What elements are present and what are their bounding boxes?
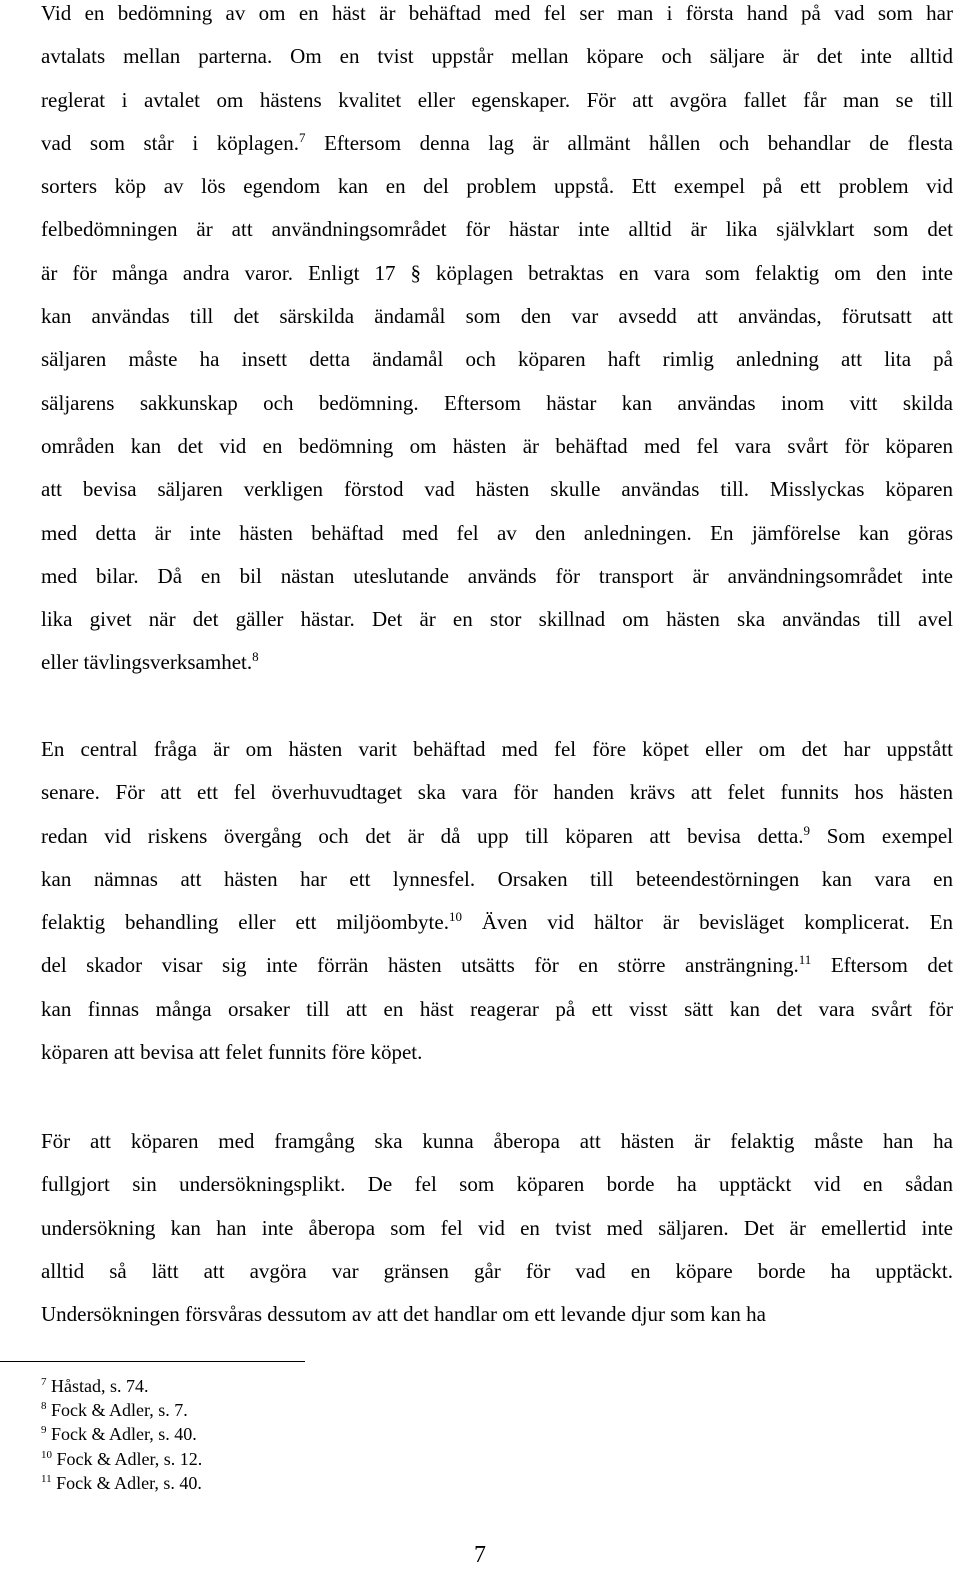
footnote-item <box>41 1374 202 1398</box>
text-line <box>41 1250 953 1293</box>
text-segment: En central fråga är om hästen varit behäftad med fel före köpet eller om det har uppstått <box>41 737 953 761</box>
footnote-item <box>41 1422 202 1446</box>
text-segment: alltid så lätt att avgöra var gränsen går för vad en köpare borde ha upptäckt. <box>41 1258 953 1283</box>
text-line <box>41 598 953 641</box>
text-line <box>41 1163 953 1206</box>
text-segment: köparen att bevisa att felet funnits före köpet. <box>41 1040 423 1065</box>
text-line <box>41 122 953 165</box>
text-line <box>41 79 953 122</box>
text-line <box>41 252 953 295</box>
text-segment: senare. För att ett fel överhuvudtaget ska vara för handen krävs att felet funnits hos hästen <box>41 780 953 805</box>
footnote-text: Fock & Adler, s. 40. <box>51 1472 202 1493</box>
text-line <box>41 728 953 771</box>
text-line <box>41 771 953 814</box>
text-segment: avtalats mellan parterna. Om en tvist uppstår mellan köpare och säljare är det inte alltid <box>41 44 953 69</box>
text-segment: kan finnas många orsaker till att en häst reagerar på ett visst sätt kan det vara svårt för <box>41 996 953 1021</box>
text-segment: redan vid riskens övergång och det är då upp till köparen att bevisa detta. <box>41 823 804 848</box>
text-segment: med bilar. Då en bil nästan uteslutande används för transport är användningsområdet inte <box>41 563 953 588</box>
text-line <box>41 555 953 598</box>
text-segment: kan användas till det särskilda ändamål som den var avsedd att användas, förutsatt att <box>41 304 953 329</box>
text-line <box>41 382 953 425</box>
text-segment: vad som står i köplagen. <box>41 130 299 155</box>
text-line <box>41 641 953 684</box>
text-line <box>41 512 953 555</box>
text-segment: säljaren måste ha insett detta ändamål och köparen haft rimlig anledning att lita på <box>41 347 953 372</box>
text-segment: Eftersom det <box>811 953 953 978</box>
footnote-text: Fock & Adler, s. 7. <box>46 1400 188 1421</box>
text-segment: lika givet när det gäller hästar. Det är en stor skillnad om hästen ska användas till avel <box>41 607 953 632</box>
text-segment: kan nämnas att hästen har ett lynnesfel. Orsaken till beteendestörningen kan vara en <box>41 866 953 891</box>
footnote-separator <box>0 1361 305 1362</box>
footnote-ref[interactable]: 8 <box>252 649 259 665</box>
footnote-item <box>41 1398 202 1422</box>
footnote-number: 8 <box>41 1400 47 1413</box>
text-segment: För att köparen med framgång ska kunna åberopa att hästen är felaktig måste han ha <box>41 1129 953 1153</box>
text-line <box>41 338 953 381</box>
text-line <box>41 208 953 251</box>
footnote-number: 11 <box>41 1472 52 1485</box>
text-line <box>41 1293 953 1336</box>
text-line <box>41 468 953 511</box>
text-segment: del skador visar sig inte förrän hästen utsätts för en större ansträngning. <box>41 953 799 978</box>
body-paragraph-3 <box>41 1120 953 1336</box>
footnote-text: Håstad, s. 74. <box>46 1376 149 1396</box>
footnote-number: 9 <box>41 1424 47 1437</box>
text-segment: felaktig behandling eller ett miljöombyte. <box>41 910 449 935</box>
footnote-ref[interactable]: 9 <box>803 822 811 838</box>
text-segment: felbedömningen är att användningsområdet för hästar inte alltid är lika självklart som det <box>41 217 953 242</box>
footnote-number: 7 <box>41 1376 47 1388</box>
text-line <box>41 1120 953 1163</box>
footnote-text: Fock & Adler, s. 12. <box>52 1448 203 1469</box>
text-segment: Undersökningen försvåras dessutom av att det handlar om ett levande djur som kan ha <box>41 1302 766 1327</box>
text-segment: sorters köp av lös egendom kan en del problem uppstå. Ett exempel på ett problem vid <box>41 174 953 199</box>
text-line <box>41 1031 953 1074</box>
text-line <box>41 35 953 78</box>
footnote-ref[interactable]: 10 <box>448 909 462 925</box>
body-paragraph-2 <box>41 728 953 1074</box>
footnote-item <box>41 1471 202 1495</box>
text-line <box>41 944 953 987</box>
footnote-ref[interactable]: 7 <box>299 129 306 145</box>
text-segment: Även vid hältor är bevisläget komplicerat. En <box>461 910 953 935</box>
text-segment: reglerat i avtalet om hästens kvalitet eller egenskaper. För att avgöra fallet får man se till <box>41 87 953 112</box>
text-segment: med detta är inte hästen behäftad med fel av den anledningen. En jämförelse kan göras <box>41 520 953 545</box>
text-line <box>41 295 953 338</box>
body-paragraph-1 <box>41 0 953 685</box>
text-segment: Eftersom denna lag är allmänt hållen och behandlar de flesta <box>305 130 953 155</box>
text-line <box>41 425 953 468</box>
text-line <box>41 988 953 1031</box>
text-segment: säljarens sakkunskap och bedömning. Eftersom hästar kan användas inom vitt skilda <box>41 390 953 415</box>
text-segment: är för många andra varor. Enligt 17 § köplagen betraktas en vara som felaktig om den inte <box>41 260 953 285</box>
text-line <box>41 901 953 944</box>
footnote-item <box>41 1447 202 1471</box>
footnote-text: Fock & Adler, s. 40. <box>46 1424 197 1445</box>
text-segment: eller tävlingsverksamhet. <box>41 650 253 675</box>
text-line <box>41 165 953 208</box>
text-line <box>41 0 953 35</box>
page-number: 7 <box>474 1542 486 1568</box>
text-line <box>41 815 953 858</box>
footnote-number: 10 <box>41 1448 52 1461</box>
footnote-ref[interactable]: 11 <box>798 952 812 968</box>
text-line <box>41 858 953 901</box>
text-segment: undersökning kan han inte åberopa som fel vid en tvist med säljaren. Det är emellertid inte <box>41 1215 953 1240</box>
text-segment: att bevisa säljaren verkligen förstod vad hästen skulle användas till. Misslyckas köparen <box>41 477 953 502</box>
text-segment: Vid en bedömning av om en häst är behäftad med fel ser man i första hand på vad som har <box>41 1 953 25</box>
footnote-list <box>41 1374 202 1495</box>
text-line <box>41 1207 953 1250</box>
text-segment: fullgjort sin undersökningsplikt. De fel som köparen borde ha upptäckt vid en sådan <box>41 1172 953 1197</box>
text-segment: områden kan det vid en bedömning om hästen är behäftad med fel vara svårt för köparen <box>41 433 953 458</box>
text-segment: Som exempel <box>810 823 953 848</box>
